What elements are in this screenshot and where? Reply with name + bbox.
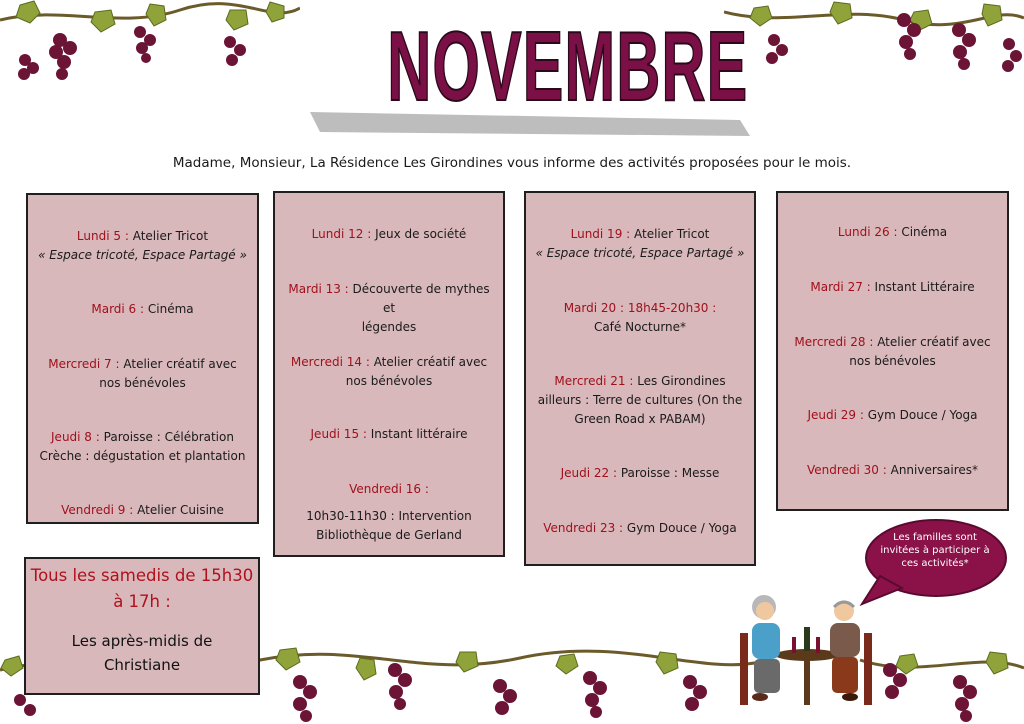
week-card-2 — [273, 191, 505, 557]
activity-entry-detail — [281, 507, 497, 545]
activity-text-2: légendes — [361, 320, 417, 334]
activity-text: Instant Littéraire — [874, 280, 975, 294]
activity-entry — [34, 227, 251, 265]
activity-quote: « Espace tricoté, Espace Partagé » — [535, 246, 745, 260]
activity-day: Jeudi 15 : — [310, 427, 367, 441]
activity-entry — [281, 280, 497, 337]
saturday-line-1: Tous les samedis de 15h30 — [30, 566, 254, 585]
bubble-text: Les familles sont invitées à participer à ces activités* — [880, 532, 990, 569]
activity-entry — [532, 299, 748, 337]
activity-text: Gym Douce / Yoga — [867, 408, 978, 422]
activity-day: Lundi 19 : — [570, 227, 631, 241]
activity-entry — [34, 501, 251, 520]
activity-text: Atelier Cuisine — [137, 503, 224, 517]
saturday-body-2: Christiane — [103, 656, 181, 674]
activity-text: Les Girondines — [637, 374, 726, 388]
activity-text: Gym Douce / Yoga — [626, 521, 737, 535]
activity-text-2: Café Nocturne* — [593, 320, 687, 334]
grape-vine-top-left — [0, 0, 300, 95]
activity-day: Mardi 6 : — [91, 302, 145, 316]
activity-entry — [784, 223, 1001, 242]
activity-day: Jeudi 22 : — [560, 466, 617, 480]
title-block — [300, 10, 760, 140]
activity-text: Atelier créatif avec — [123, 357, 237, 371]
activity-day: Lundi 26 : — [837, 225, 898, 239]
activity-day: Jeudi 8 : — [51, 430, 100, 444]
activity-entry — [281, 425, 497, 444]
activity-text: Atelier créatif avec — [877, 335, 991, 349]
activity-text-2: nos bénévoles — [345, 374, 433, 388]
activity-quote: « Espace tricoté, Espace Partagé » — [38, 248, 247, 262]
activity-entry — [784, 406, 1001, 425]
activity-day: Vendredi 30 : — [806, 463, 887, 477]
week-card-3 — [524, 191, 756, 566]
activity-day: Mercredi 7 : — [48, 357, 120, 371]
activity-entry — [784, 461, 1001, 480]
activity-day: Mercredi 21 : — [554, 374, 634, 388]
activity-entry — [532, 225, 748, 263]
activity-text: Cinéma — [901, 225, 948, 239]
activity-entry — [34, 355, 251, 393]
activity-text: Atelier créatif avec — [373, 355, 488, 369]
activity-text: Instant littéraire — [370, 427, 468, 441]
activity-day: Lundi 12 : — [311, 227, 372, 241]
activity-text: Anniversaires* — [890, 463, 979, 477]
activity-entry — [281, 353, 497, 391]
activity-entry — [532, 372, 748, 429]
activity-day: Mercredi 28 : — [794, 335, 874, 349]
activity-text-2: Crèche : dégustation et plantation — [39, 449, 246, 463]
activity-entry — [34, 428, 251, 466]
activity-text: Atelier Tricot — [634, 227, 710, 241]
activity-day: Mardi 20 : 18h45-20h30 : — [563, 301, 717, 315]
activity-entry — [784, 278, 1001, 297]
activity-entry — [34, 300, 251, 319]
week-card-4 — [776, 191, 1009, 511]
activity-text: Atelier Tricot — [132, 229, 209, 243]
activity-entry — [532, 464, 748, 483]
week-card-1 — [26, 193, 259, 524]
activity-day: Vendredi 16 : — [349, 482, 429, 496]
saturday-line-2: à 17h : — [113, 592, 171, 611]
activity-day: Mardi 13 : — [288, 282, 349, 296]
activity-text-2: ailleurs : Terre de cultures (On the — [537, 393, 743, 407]
saturday-heading — [26, 563, 258, 615]
activity-day: Vendredi 9 : — [61, 503, 134, 517]
activity-text-2: 10h30-11h30 : Intervention — [306, 509, 472, 523]
activity-entry — [784, 333, 1001, 371]
activity-text-2: nos bénévoles — [99, 376, 186, 390]
saturday-activity — [26, 629, 258, 677]
intro-text: Madame, Monsieur, La Résidence Les Girondines vous informe des activités proposées pour le mois. — [172, 155, 852, 171]
activity-text: Paroisse : Célébration — [103, 430, 234, 444]
activity-day: Jeudi 29 : — [807, 408, 864, 422]
page-title: NOVEMBRE — [387, 11, 749, 121]
activity-day: Lundi 5 : — [76, 229, 129, 243]
grape-vine-top-right — [724, 0, 1024, 95]
activity-entry — [532, 519, 748, 538]
saturday-body-1: Les après-midis de — [71, 632, 213, 650]
activity-text-3: Bibliothèque de Gerland — [316, 528, 462, 542]
activity-day: Mercredi 14 : — [290, 355, 370, 369]
activity-text: Jeux de société — [375, 227, 467, 241]
activity-day: Vendredi 23 : — [543, 521, 624, 535]
activity-text-3: Green Road x PABAM) — [574, 412, 706, 426]
activity-entry — [281, 480, 497, 499]
activity-day: Mardi 27 : — [810, 280, 871, 294]
activity-entry — [281, 225, 497, 244]
activity-text-2: nos bénévoles — [849, 354, 936, 368]
activity-text: Cinéma — [147, 302, 194, 316]
activity-text: Paroisse : Messe — [620, 466, 720, 480]
activity-text: Découverte de mythes et — [352, 282, 490, 315]
saturday-box — [24, 557, 260, 695]
elderly-couple-illustration — [732, 585, 882, 715]
